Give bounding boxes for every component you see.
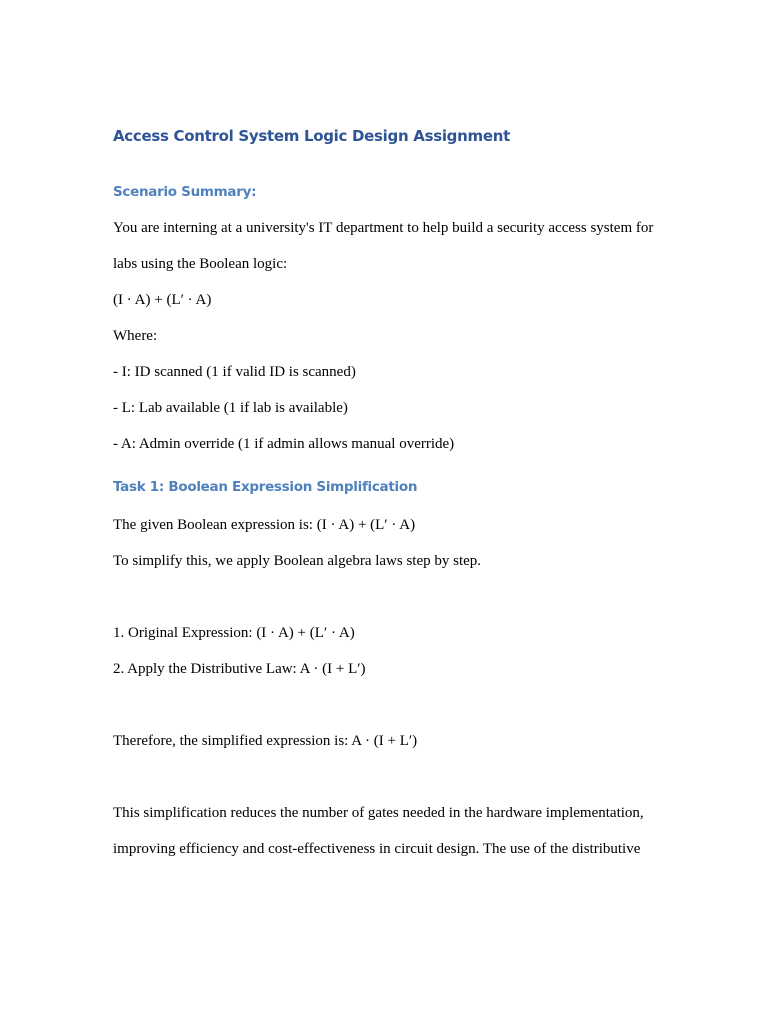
scenario-intro: You are interning at a university's IT department to help build a security access system for labs using the Boolean logic: — [113, 220, 654, 272]
blank-line — [113, 687, 658, 723]
simplification-explanation: This simplification reduces the number of gates needed in the hardware implementation, improving efficiency and cost-effectiveness in circuit design. The use of the distributive — [113, 805, 644, 857]
step-item-2: 2. Apply the Distributive Law: A · (I + L′) — [113, 661, 366, 677]
step-item-1: 1. Original Expression: (I · A) + (L′ · A) — [113, 625, 355, 641]
document-body — [113, 124, 658, 867]
document-title: Access Control System Logic Design Assignment — [113, 127, 510, 145]
variable-item-a: - A: Admin override (1 if admin allows manual override) — [113, 436, 455, 452]
blank-line — [113, 759, 658, 795]
simplify-approach: To simplify this, we apply Boolean algebra laws step by step. — [113, 553, 482, 569]
where-label: Where: — [113, 328, 158, 344]
boolean-expression: (I · A) + (L′ · A) — [113, 292, 212, 308]
simplified-conclusion: Therefore, the simplified expression is: A · (I + L′) — [113, 733, 418, 749]
task1-heading: Task 1: Boolean Expression Simplification — [113, 479, 418, 495]
blank-line — [113, 579, 658, 615]
scenario-heading: Scenario Summary: — [113, 184, 257, 200]
given-expression: The given Boolean expression is: (I · A) + (L′ · A) — [113, 517, 416, 533]
variable-item-l: - L: Lab available (1 if lab is available) — [113, 400, 348, 416]
variable-item-i: - I: ID scanned (1 if valid ID is scanned) — [113, 364, 356, 380]
